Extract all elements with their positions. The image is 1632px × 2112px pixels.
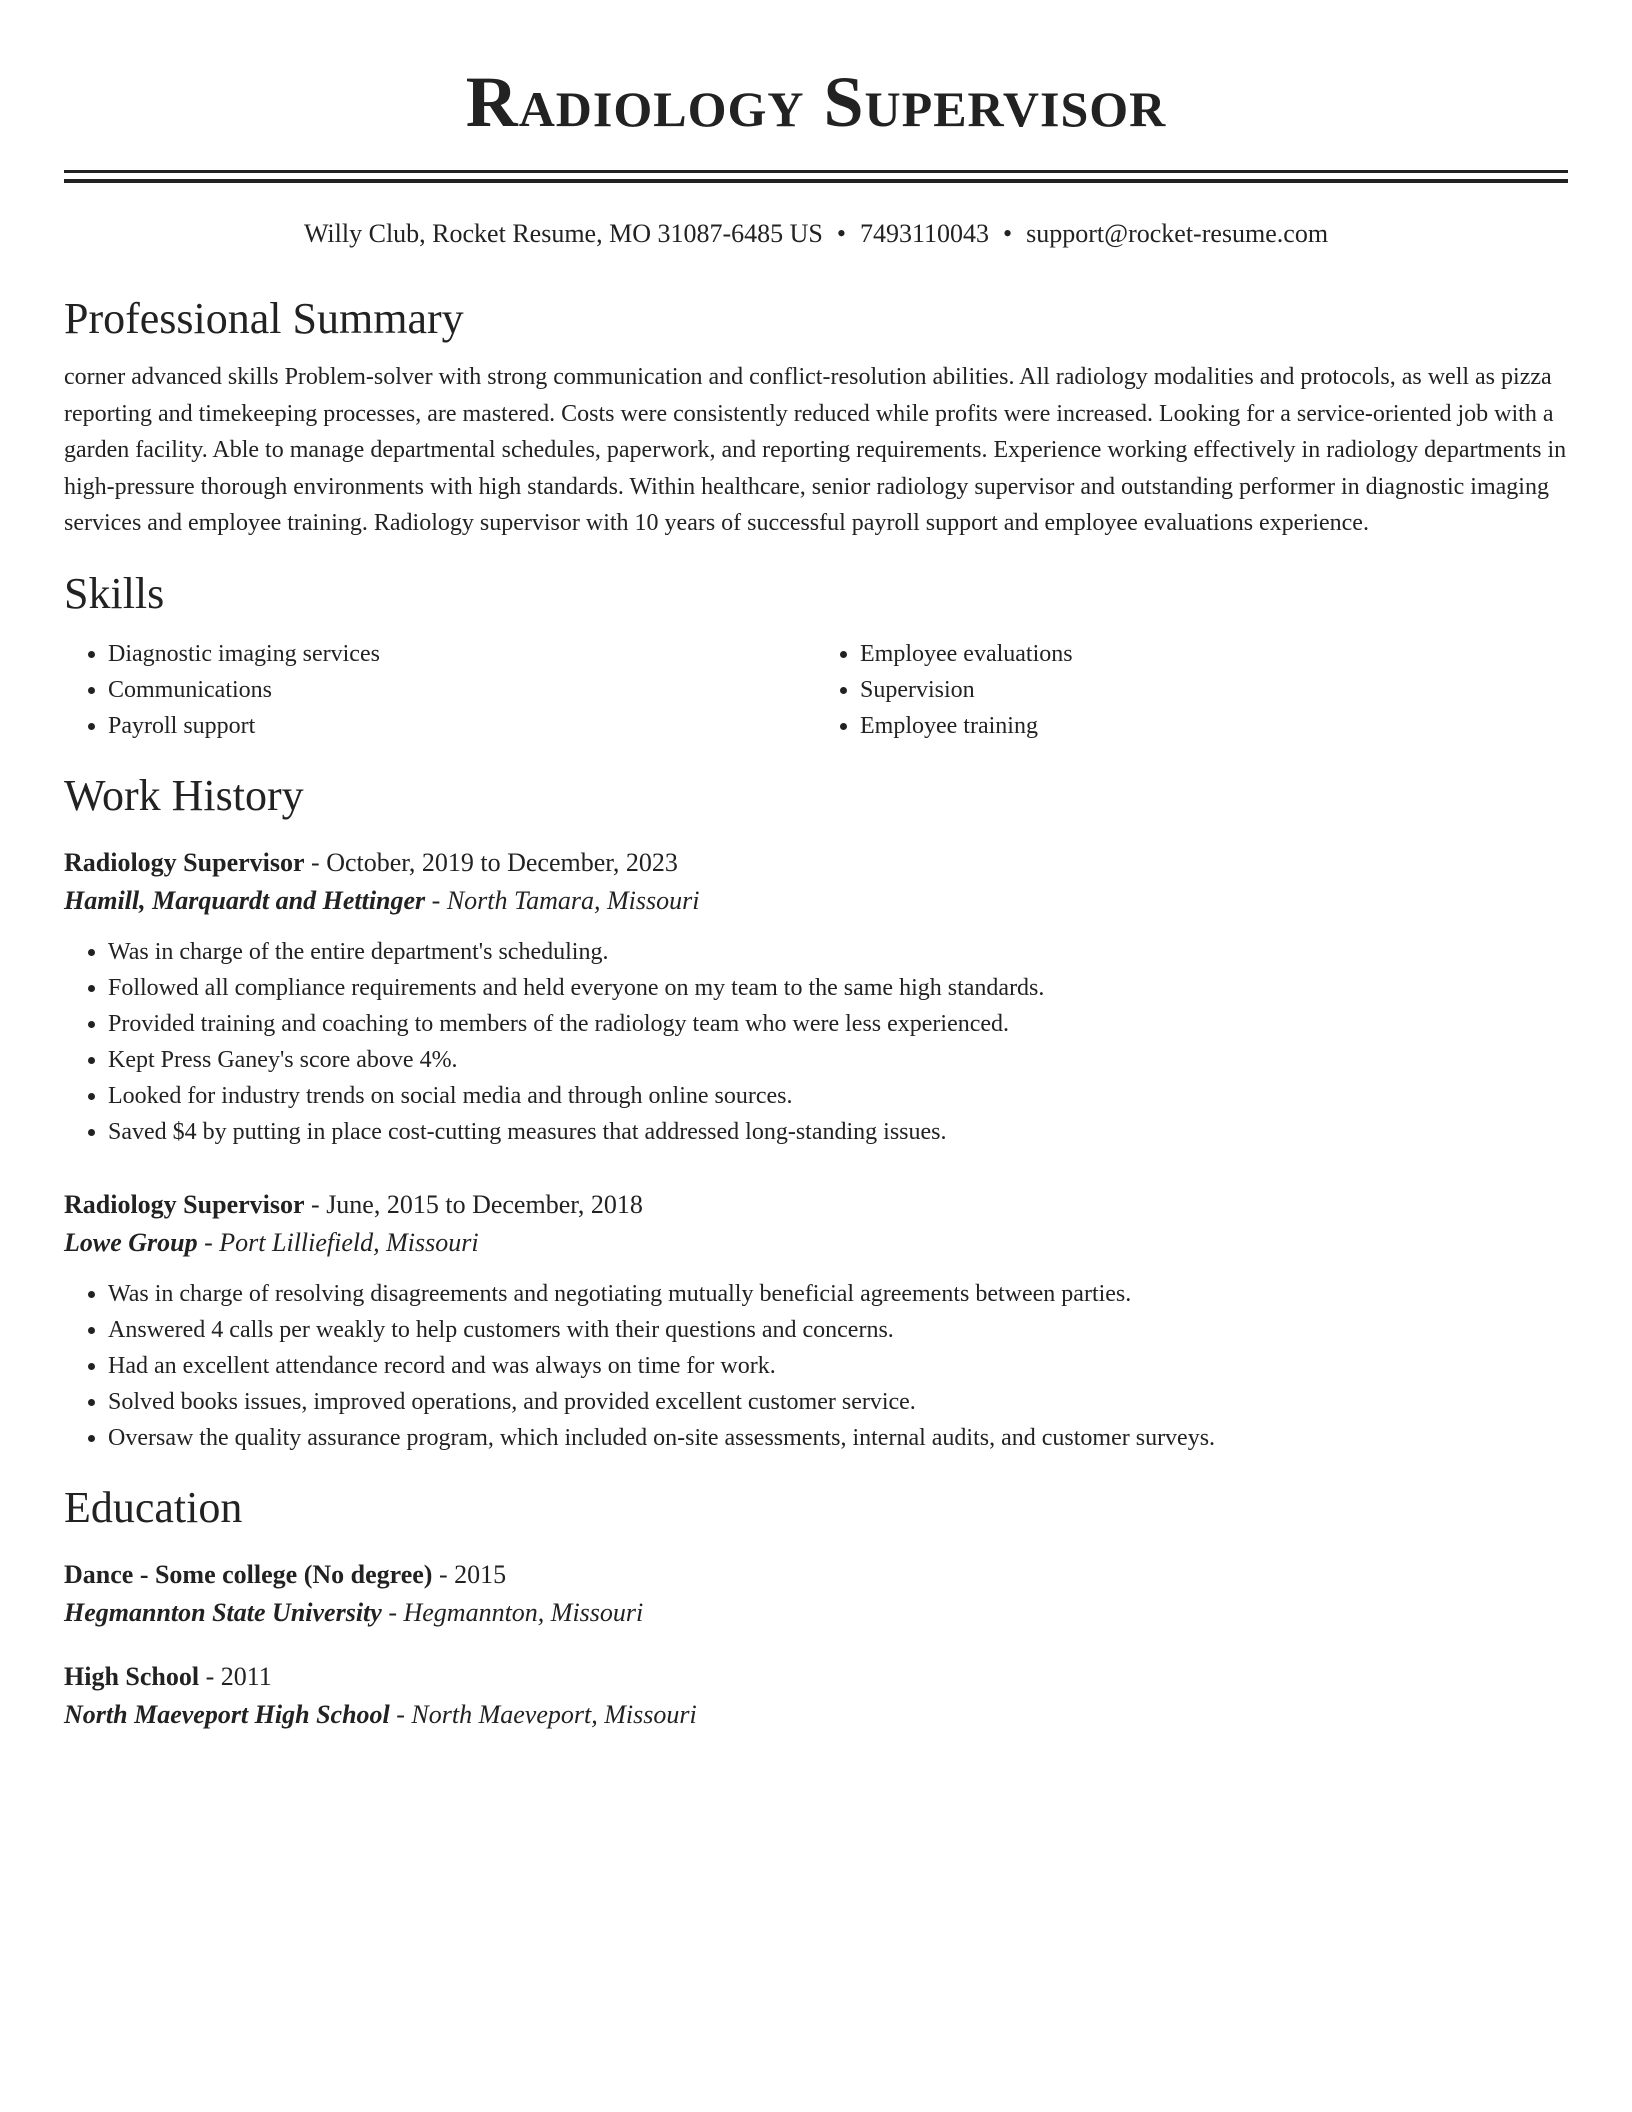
job-bullet: • Followed all compliance requirements and held everyone on my team to the same high standards. xyxy=(108,970,1568,1006)
skill-item: • Employee training xyxy=(860,708,1568,744)
skill-item: • Communications xyxy=(108,672,816,708)
job-title-line xyxy=(64,1186,1568,1224)
skill-item: • Diagnostic imaging services xyxy=(108,636,816,672)
education-degree-line xyxy=(64,1658,1568,1696)
skills-list-left xyxy=(64,636,816,744)
skill-item: • Supervision xyxy=(860,672,1568,708)
contact-line xyxy=(64,217,1568,251)
job-bullets xyxy=(64,934,1568,1150)
job-bullet: • Had an excellent attendance record and was always on time for work. xyxy=(108,1348,1568,1384)
contact-phone: 7493110043 xyxy=(859,219,990,248)
education-location: - Hegmannton, Missouri xyxy=(381,1597,644,1627)
header-rule-top xyxy=(64,170,1568,173)
job-company: Lowe Group xyxy=(64,1227,198,1257)
job-company-line xyxy=(64,1224,1568,1262)
job-company: Hamill, Marquardt and Hettinger xyxy=(64,885,426,915)
contact-separator: • xyxy=(836,219,846,248)
job-title-line xyxy=(64,844,1568,882)
header-rule-bottom xyxy=(64,179,1568,183)
summary-section xyxy=(64,293,1568,542)
education-school: Hegmannton State University xyxy=(64,1597,382,1627)
job-company-line xyxy=(64,882,1568,920)
education-year: - 2015 xyxy=(432,1559,507,1589)
work-history-section xyxy=(64,770,1568,1456)
education-degree: Dance - Some college (No degree) xyxy=(64,1559,433,1589)
skills-section xyxy=(64,568,1568,744)
job-bullet: • Answered 4 calls per weakly to help customers with their questions and concerns. xyxy=(108,1312,1568,1348)
education-location: - North Maeveport, Missouri xyxy=(389,1699,697,1729)
summary-text: corner advanced skills Problem-solver with strong communication and conflict-resolution abilities. All radiology modalities and protocols, as well as pizza reporting and timekeeping processes, are mastered. Costs were consistently reduced while profits were increased. Looking for a service-oriented job with a garden facility. Able to manage departmental schedules, paperwork, and reporting requirements. Experience working effectively in radiology departments in high-pressure thorough environments with high standards. Within healthcare, senior radiology supervisor and outstanding performer in diagnostic imaging services and employee training. Radiology supervisor with 10 years of successful payroll support and employee evaluations experience. xyxy=(64,364,1567,536)
job-bullet: • Oversaw the quality assurance program, which included on-site assessments, internal audits, and customer surveys. xyxy=(108,1420,1568,1456)
job-bullet: • Provided training and coaching to members of the radiology team who were less experienced. xyxy=(108,1006,1568,1042)
job-bullets xyxy=(64,1276,1568,1456)
skills-list-right xyxy=(816,636,1568,744)
education-entry xyxy=(64,1658,1568,1734)
education-degree: High School xyxy=(64,1661,200,1691)
job-bullet: • Looked for industry trends on social media and through online sources. xyxy=(108,1078,1568,1114)
skill-item: • Employee evaluations xyxy=(860,636,1568,672)
job-title: Radiology Supervisor xyxy=(64,1189,305,1219)
skills-columns xyxy=(64,636,1568,744)
job-bullet: • Saved $4 by putting in place cost-cutting measures that addressed long-standing issues. xyxy=(108,1114,1568,1150)
contact-separator: • xyxy=(1003,219,1013,248)
contact-email: support@rocket-resume.com xyxy=(1026,219,1329,248)
job-bullet: • Solved books issues, improved operations, and provided excellent customer service. xyxy=(108,1384,1568,1420)
education-school: North Maeveport High School xyxy=(64,1699,390,1729)
education-school-line xyxy=(64,1594,1568,1632)
skill-item: • Payroll support xyxy=(108,708,816,744)
job-entry xyxy=(64,844,1568,1150)
skills-heading: Skills xyxy=(64,568,165,618)
candidate-name: Radiology Supervisor xyxy=(465,62,1167,142)
summary-heading: Professional Summary xyxy=(64,294,464,343)
education-entry xyxy=(64,1556,1568,1632)
education-section xyxy=(64,1482,1568,1734)
education-heading: Education xyxy=(64,1482,243,1532)
contact-address: Willy Club, Rocket Resume, MO 31087-6485 US xyxy=(303,219,823,248)
job-bullet: • Was in charge of resolving disagreements and negotiating mutually beneficial agreements between parties. xyxy=(108,1276,1568,1312)
job-location: - Port Lilliefield, Missouri xyxy=(197,1227,479,1257)
education-year: - 2011 xyxy=(199,1661,272,1691)
job-bullet: • Kept Press Ganey's score above 4%. xyxy=(108,1042,1568,1078)
job-dates: - October, 2019 to December, 2023 xyxy=(304,847,678,877)
education-school-line xyxy=(64,1696,1568,1734)
job-location: - North Tamara, Missouri xyxy=(425,885,700,915)
job-entry xyxy=(64,1186,1568,1456)
education-degree-line xyxy=(64,1556,1568,1594)
job-bullet: • Was in charge of the entire department's scheduling. xyxy=(108,934,1568,970)
work-history-heading: Work History xyxy=(64,770,304,820)
job-dates: - June, 2015 to December, 2018 xyxy=(304,1189,643,1219)
job-title: Radiology Supervisor xyxy=(64,847,305,877)
